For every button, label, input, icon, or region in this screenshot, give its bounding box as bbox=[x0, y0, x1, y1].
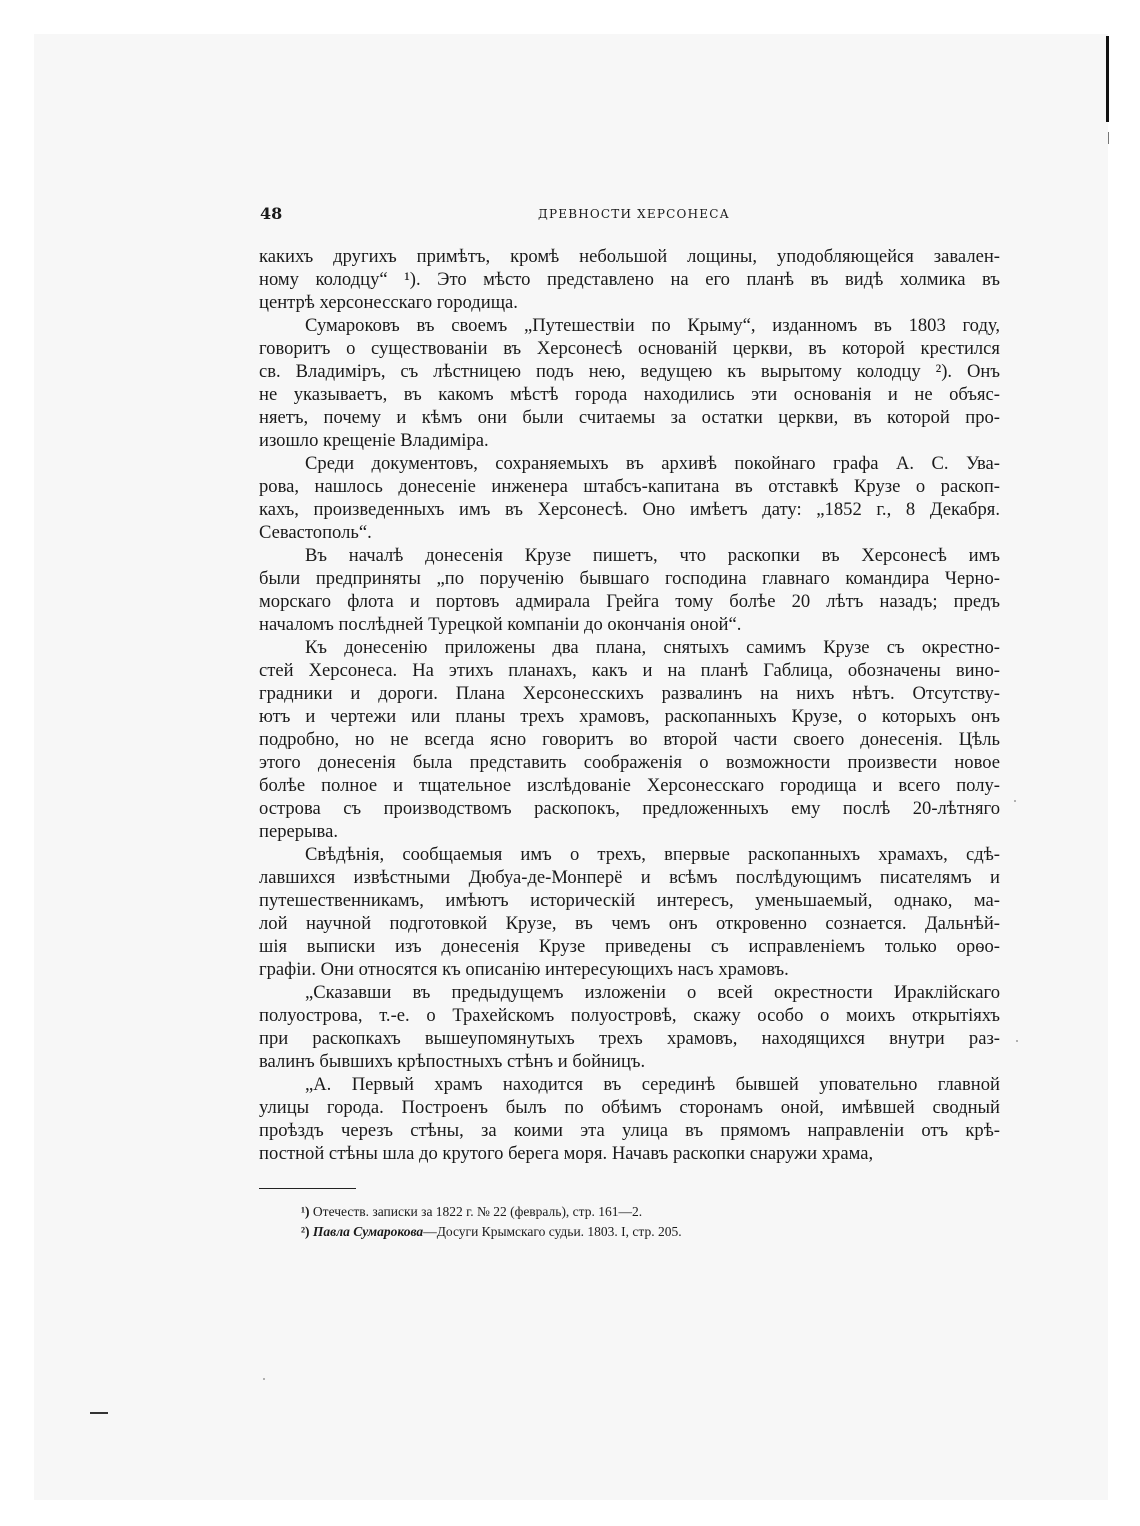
paragraph bbox=[259, 636, 1000, 843]
text-line: не указываетъ, въ какомъ мѣстѣ города находились эти основанія и не объяс- bbox=[259, 384, 1000, 405]
text-line: постной стѣны шла до крутого берега моря. Начавъ раскопки снаружи храма, bbox=[259, 1143, 874, 1164]
text-line: градники и дороги. Плана Херсонесскихъ развалинъ на нихъ нѣтъ. Отсутству- bbox=[259, 683, 1000, 704]
text-line: проѣздъ черезъ стѣны, за коими эта улица въ прямомъ направленіи отъ крѣ- bbox=[259, 1120, 1000, 1141]
text-line: св. Владиміръ, съ лѣстницею подъ нею, ведущею къ вырытому колодцу ²). Онъ bbox=[259, 361, 1000, 382]
text-line: морскаго флота и портовъ адмирала Грейга тому болѣе 20 лѣтъ назадъ; предъ bbox=[259, 591, 1000, 612]
text-line: Среди документовъ, сохраняемыхъ въ архивѣ покойнаго графа А. С. Ува- bbox=[305, 453, 1000, 474]
footnote-text: —Досуги Крымскаго судьи. 1803. I, стр. 205. bbox=[423, 1224, 682, 1239]
text-line: шія выписки изъ донесенія Крузе приведены съ исправленіемъ только орѳо- bbox=[259, 936, 1000, 957]
scan-speck bbox=[263, 1378, 265, 1380]
text-line: при раскопкахъ вышеупомянутыхъ трехъ храмовъ, находящихся внутри раз- bbox=[259, 1028, 1000, 1049]
text-line: подробно, но не всегда ясно говоритъ во второй части своего донесенія. Цѣль bbox=[259, 729, 1000, 750]
footnotes bbox=[301, 1202, 1001, 1242]
text-line: лой научной подготовкой Крузе, въ чемъ онъ откровенно сознается. Дальнѣй- bbox=[259, 913, 1000, 934]
text-line: началомъ послѣдней Турецкой компаніи до окончанія оной“. bbox=[259, 614, 742, 635]
paragraph bbox=[259, 544, 1000, 636]
running-title: ДРЕВНОСТИ ХЕРСОНЕСА bbox=[538, 207, 730, 221]
scan-speck bbox=[1016, 1040, 1018, 1042]
paragraph bbox=[259, 981, 1000, 1073]
scan-speck bbox=[1014, 800, 1016, 802]
text-line: стей Херсонеса. На этихъ планахъ, какъ и на планѣ Габлица, обозначены вино- bbox=[259, 660, 1000, 681]
scan-edge-mark-small bbox=[1108, 132, 1109, 144]
text-line: Къ донесенію приложены два плана, снятыхъ самимъ Крузе съ окрестно- bbox=[305, 637, 1000, 658]
text-line: центрѣ херсонесскаго городища. bbox=[259, 292, 518, 313]
text-line: перерыва. bbox=[259, 821, 338, 842]
text-line: ному колодцу“ ¹). Это мѣсто представлено на его планѣ въ видѣ холмика въ bbox=[259, 269, 1000, 290]
footnote-author: Павла Сумарокова bbox=[312, 1224, 424, 1239]
text-line: болѣе полное и тщательное изслѣдованіе Херсонесскаго городища и всего полу- bbox=[259, 775, 1000, 796]
text-line: острова съ производствомъ раскопокъ, предложенныхъ ему послѣ 20-лѣтняго bbox=[259, 798, 1000, 819]
text-line: улицы города. Построенъ былъ по обѣимъ сторонамъ оной, имѣвшей сводный bbox=[259, 1097, 1000, 1118]
text-line: какихъ другихъ примѣтъ, кромѣ небольшой лощины, уподобляющейся завален- bbox=[259, 246, 1000, 267]
text-line: говоритъ о существованіи въ Херсонесѣ основаній церкви, въ которой крестился bbox=[259, 338, 1000, 359]
page-number: 48 bbox=[260, 204, 283, 223]
footnote-marker: ¹) bbox=[301, 1204, 313, 1219]
footnote-text: Отечеств. записки за 1822 г. № 22 (февраль), стр. 161—2. bbox=[312, 1204, 643, 1219]
text-line: Севастополь“. bbox=[259, 522, 372, 543]
text-line: „Сказавши въ предыдущемъ изложеніи о всей окрестности Ираклійскаго bbox=[305, 982, 1000, 1003]
body-text bbox=[259, 245, 1000, 1165]
text-line: этого донесенія была представить соображенія о возможности произвести новое bbox=[259, 752, 1000, 773]
text-line: Свѣдѣнія, сообщаемыя имъ о трехъ, впервые раскопанныхъ храмахъ, сдѣ- bbox=[305, 844, 1000, 865]
footnote bbox=[301, 1222, 1001, 1242]
text-line: рова, нашлось донесеніе инженера штабсъ-капитана въ отставкѣ Крузе о раскоп- bbox=[259, 476, 1000, 497]
footnote-marker: ²) bbox=[301, 1224, 313, 1239]
text-line: валинъ бывшихъ крѣпостныхъ стѣнъ и бойницъ. bbox=[259, 1051, 646, 1072]
page-header bbox=[260, 204, 1000, 228]
paragraph bbox=[259, 1073, 1000, 1165]
footnote bbox=[301, 1202, 1001, 1222]
text-line: Въ началѣ донесенія Крузе пишетъ, что раскопки въ Херсонесѣ имъ bbox=[305, 545, 1000, 566]
text-line: кахъ, произведенныхъ имъ въ Херсонесѣ. Оно имѣетъ дату: „1852 г., 8 Декабря. bbox=[259, 499, 1000, 520]
text-line: ютъ и чертежи или планы трехъ храмовъ, раскопанныхъ Крузе, о которыхъ онъ bbox=[259, 706, 1000, 727]
text-line: путешественникамъ, имѣютъ историческій интересъ, уменьшаемый, однако, ма- bbox=[259, 890, 1000, 911]
paragraph bbox=[259, 843, 1000, 981]
text-line: полуострова, т.-е. о Трахейскомъ полуостровѣ, скажу особо о моихъ открытіяхъ bbox=[259, 1005, 1000, 1026]
paragraph bbox=[259, 245, 1000, 314]
scan-edge-mark bbox=[1106, 36, 1109, 122]
text-line: были предприняты „по порученію бывшаго господина главнаго командира Черно- bbox=[259, 568, 1000, 589]
paragraph bbox=[259, 452, 1000, 544]
paragraph bbox=[259, 314, 1000, 452]
text-line: „А. Первый храмъ находится въ серединѣ бывшей уповательно главной bbox=[305, 1074, 1000, 1095]
text-line: няетъ, почему и кѣмъ они были считаемы за остатки церкви, въ которой про- bbox=[259, 407, 1000, 428]
text-line: изошло крещеніе Владиміра. bbox=[259, 430, 489, 451]
scan-margin-mark bbox=[90, 1412, 108, 1414]
text-line: Сумароковъ въ своемъ „Путешествіи по Крыму“, изданномъ въ 1803 году, bbox=[305, 315, 1000, 336]
text-line: графіи. Они относятся къ описанію интересующихъ насъ храмовъ. bbox=[259, 959, 789, 980]
footnote-rule bbox=[259, 1188, 356, 1189]
text-line: лавшихся извѣстными Дюбуа-де-Монперё и всѣмъ послѣдующимъ писателямъ и bbox=[259, 867, 1000, 888]
